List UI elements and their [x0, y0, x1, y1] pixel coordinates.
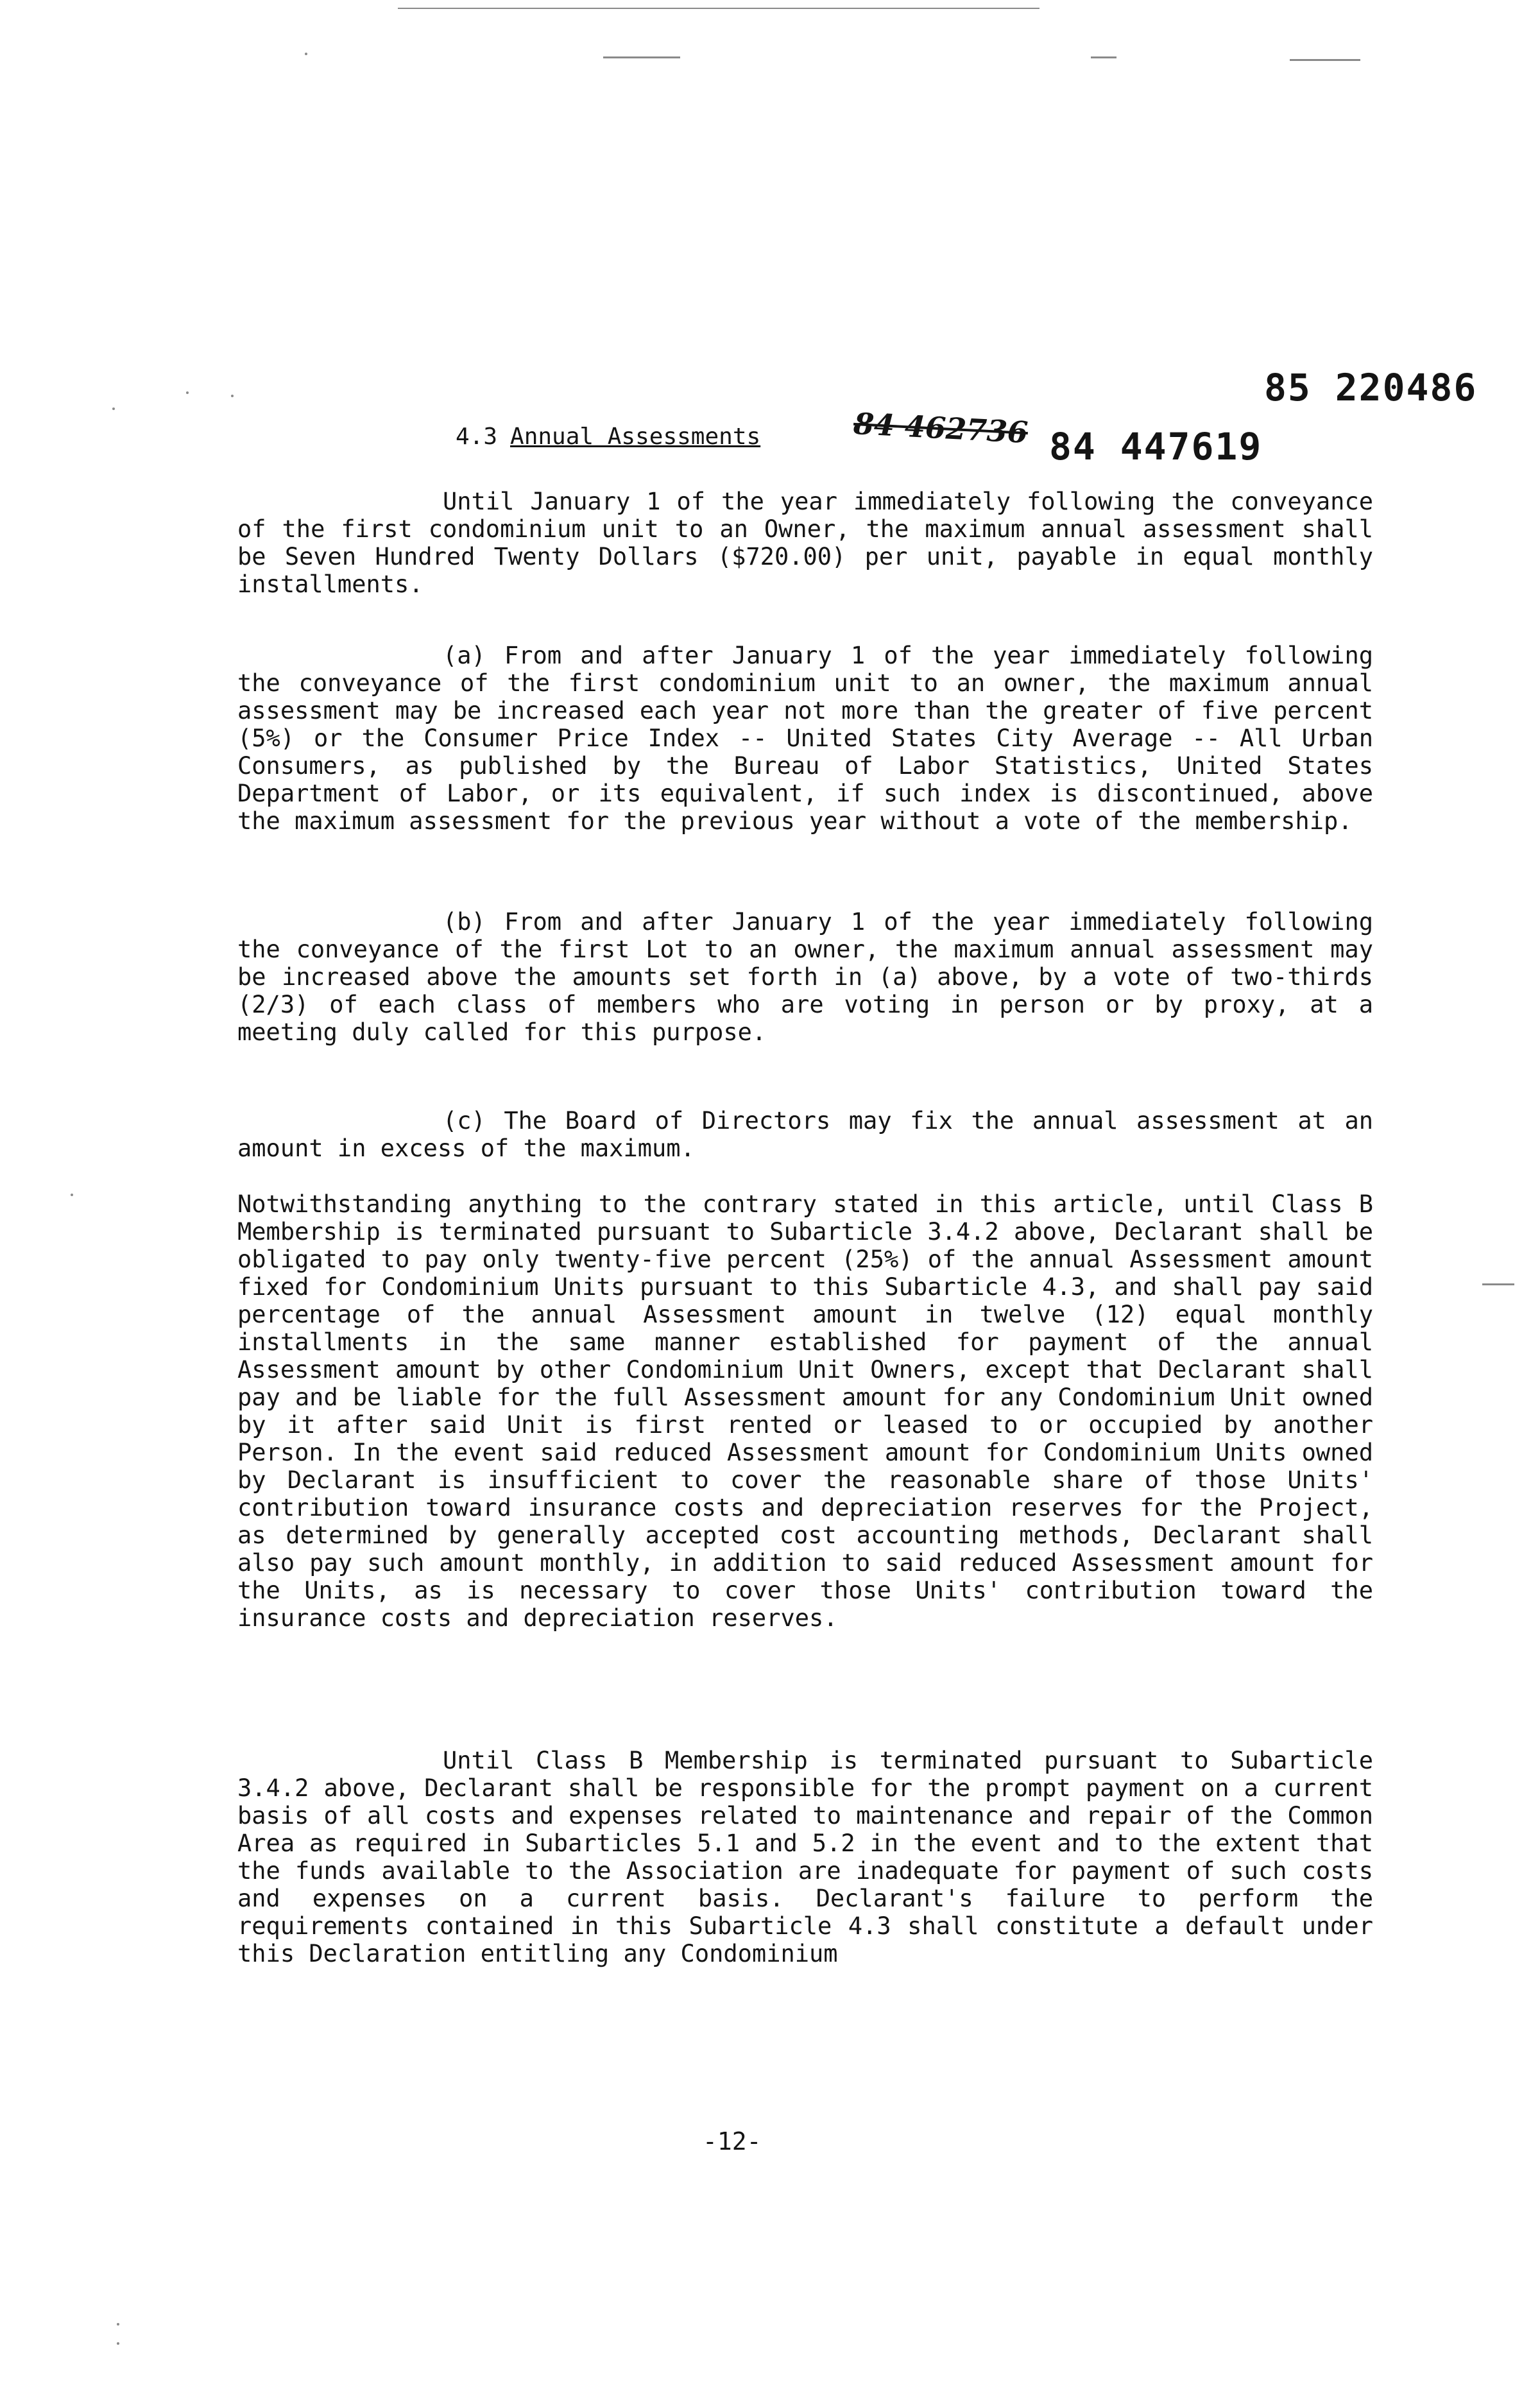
- paragraph-declarant-obligation: Notwithstanding anything to the contrary stated in this article, until Class B Membership is terminated pursuant to Subarticle 3.4.2 above, Declarant shall be obligated to pay only twenty-five percent (25%) of the annual Assessment amount fixed for Condominium Units pursuant to this Subarticle 4.3, and shall pay said percentage of the annual Assessment amount in twelve (12) equal monthly installments in the same manner established for payment of the annual Assessment amount by other Condominium Unit Owners, except that Declarant shall pay and be liable for the full Assessment amount for any Condominium Unit owned by it after said Unit is first rented or leased to or occupied by another Person. In the event said reduced Assessment amount for Condominium Units owned by Declarant is insufficient to cover the reasonable share of those Units' contribution toward insurance costs and depreciation reserves for the Project, as determined by generally accepted cost accounting methods, Declarant shall also pay such amount monthly, in addition to said reduced Assessment amount for the Units, as is necessary to cover those Units' contribution toward the insurance costs and depreciation reserves.: [237, 1190, 1373, 1632]
- section-heading: [456, 424, 760, 450]
- page-number: -12-: [703, 2127, 762, 2155]
- scan-mark: [117, 2342, 119, 2345]
- scan-mark: [305, 53, 307, 55]
- section-title: Annual Assessments: [510, 424, 761, 450]
- scan-mark: [231, 395, 234, 397]
- paragraph-a: (a) From and after January 1 of the year immediately following the conveyance of the first condominium unit to an owner, the maximum annual assessment may be increased each year not more than the greater of five percent (5%) or the Consumer Price Index -- United States City Average -- All Urban Consumers, as published by the Bureau of Labor Statistics, United States Department of Labor, or its equivalent, if such index is discontinued, above the maximum assessment for the previous year without a vote of the membership.: [237, 642, 1373, 835]
- struck-recording-number: 84 462736: [852, 406, 1029, 450]
- scan-mark: [117, 2323, 119, 2326]
- paragraph-c: (c) The Board of Directors may fix the annual assessment at an amount in excess of the maximum.: [237, 1107, 1373, 1162]
- paragraph-intro: Until January 1 of the year immediately following the conveyance of the first condominium unit to an Owner, the maximum annual assessment shall be Seven Hundred Twenty Dollars ($720.00) per unit, payable in equal monthly installments.: [237, 488, 1373, 598]
- recording-number: 84 447619: [1049, 425, 1263, 468]
- paragraph-b: (b) From and after January 1 of the year immediately following the conveyance of the first Lot to an owner, the maximum annual assessment may be increased above the amounts set forth in (a) above, by a vote of two-thirds (2/3) of each class of members who are voting in person or by proxy, at a meeting duly called for this purpose.: [237, 908, 1373, 1046]
- scan-mark: [71, 1194, 73, 1196]
- scan-mark: [186, 391, 189, 394]
- scan-mark: [1290, 59, 1360, 61]
- scan-mark: [398, 8, 1040, 9]
- section-number: 4.3: [456, 424, 498, 450]
- scan-mark: [603, 56, 680, 58]
- scan-mark: [112, 407, 115, 410]
- scan-mark: [1091, 56, 1116, 58]
- scan-mark: [1482, 1283, 1514, 1285]
- paragraph-declarant-responsibility: Until Class B Membership is terminated pursuant to Subarticle 3.4.2 above, Declarant shall be responsible for the prompt payment on a current basis of all costs and expenses related to maintenance and repair of the Common Area as required in Subarticles 5.1 and 5.2 in the event and to the extent that the funds available to the Association are inadequate for payment of such costs and expenses on a current basis. Declarant's failure to perform the requirements contained in this Subarticle 4.3 shall constitute a default under this Declaration entitling any Condominium: [237, 1747, 1373, 1967]
- recording-number-top: 85 220486: [1264, 366, 1478, 409]
